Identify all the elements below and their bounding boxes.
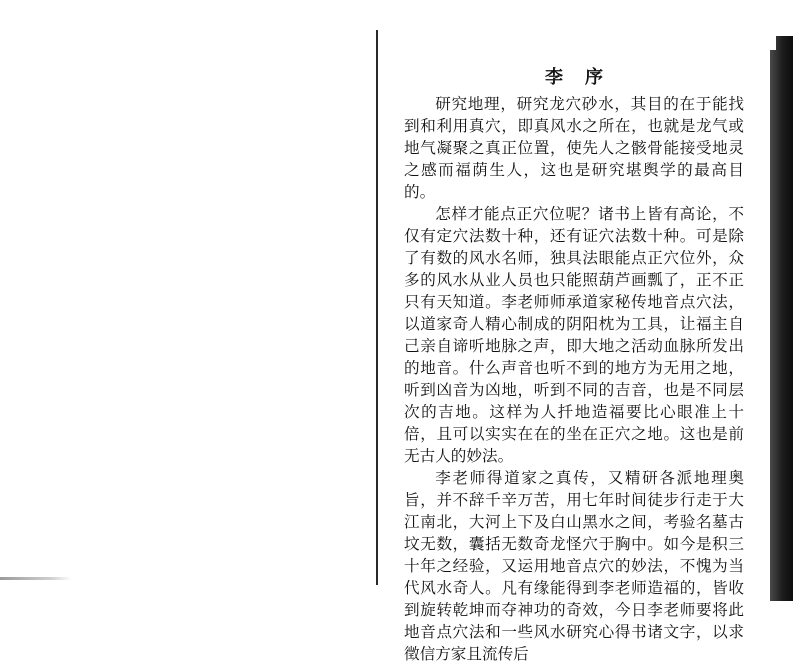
page-edge-notch [770, 36, 776, 50]
page-edge-shadow [770, 36, 793, 601]
paragraph-1: 研究地理，研究龙穴砂水，其目的在于能找到和利用真穴，即真风水之所在，也就是龙气或地气凝聚之真正位置，使先人之骸骨能接受地灵之感而福荫生人，这也是研究堪舆学的最高目的。 [404, 95, 744, 201]
paragraph-2: 怎样才能点正穴位呢？诸书上皆有高论，不仅有定穴法数十种，还有证穴法数十种。可是除了有数的风水名师，独具法眼能点正穴位外，众多的风水从业人员也只能照葫芦画瓢了，正不正只有天知道。李老师师承道家秘传地音点穴法，以道家奇人精心制成的阴阳枕为工具，让福主自己亲自谛听地脉之声，即大地之活动血脉所发出的地音。什么声音也听不到的地方为无用之地，听到凶音为凶地，听到不同的吉音，也是不同层次的吉地。这样为人扦地造福要比心眼准上十倍，且可以实实在在的坐在正穴之地。这也是前无古人的妙法。 [404, 205, 744, 465]
paragraph-3: 李老师得道家之真传，又精研各派地理奥旨，并不辞千辛万苦，用七年时间徒步行走于大江南北，大河上下及白山黑水之间，考验名墓古坟无数，囊括无数奇龙怪穴于胸中。如今是积三十年之经验，又运用地音点穴的妙法，不愧为当代风水奇人。凡有缘能得到李老师造福的，皆收到旋转乾坤而夺神功的奇效，今日李老师要将此地音点穴法和一些风水研究心得书诸文字，以求徵信方家且流传后 [404, 469, 744, 663]
preface-page [404, 66, 744, 665]
preface-title: 李序 [545, 67, 625, 88]
book-gutter-line [376, 30, 378, 585]
scan-smudge [0, 577, 72, 580]
